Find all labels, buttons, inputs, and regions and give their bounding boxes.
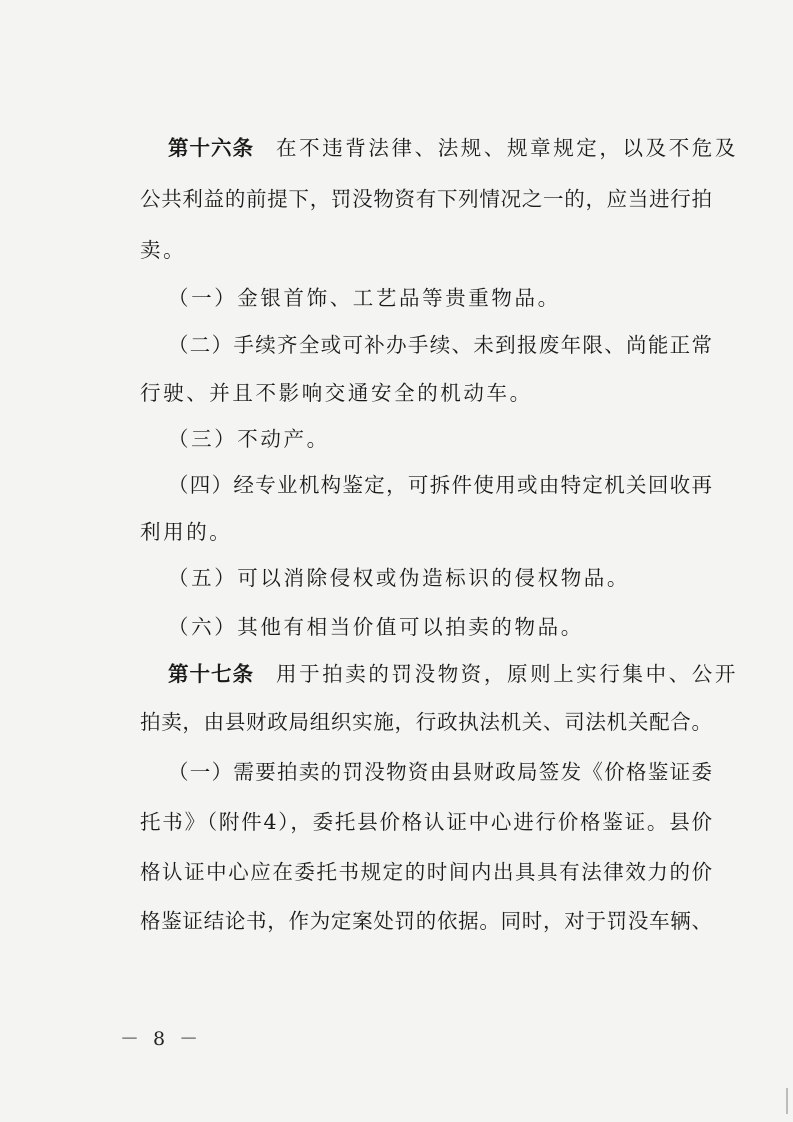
item-5-line: （五）可以消除侵权或伪造标识的侵权物品。 xyxy=(168,566,630,590)
article-17-text: 用于拍卖的罚没物资，原则上实行集中、公开 xyxy=(276,662,738,686)
item-3-line: （三）不动产。 xyxy=(168,427,330,451)
article-16-line xyxy=(168,133,738,163)
scan-edge-mark xyxy=(786,1088,788,1114)
item-6-line: （六）其他有相当价值可以拍卖的物品。 xyxy=(168,615,584,639)
paragraph-line: 公共利益的前提下，罚没物资有下列情况之一的，应当进行拍 xyxy=(140,187,712,211)
paragraph-line: 利用的。 xyxy=(140,520,233,544)
page-number: － 8 － xyxy=(120,1028,203,1050)
paragraph-line: 卖。 xyxy=(140,238,187,262)
paragraph-line: 托书》（附件4），委托县价格认证中心进行价格鉴证。县价 xyxy=(140,810,712,834)
article-17-item-1-line: （一）需要拍卖的罚没物资由县财政局签发《价格鉴证委 xyxy=(168,760,712,784)
item-1-line: （一）金银首饰、工艺品等贵重物品。 xyxy=(168,286,561,310)
article-17-line xyxy=(168,659,738,689)
article-17-heading: 第十七条 xyxy=(168,662,254,686)
article-16-text: 在不违背法律、法规、规章规定，以及不危及 xyxy=(276,136,738,160)
paragraph-line: 行驶、并且不影响交通安全的机动车。 xyxy=(140,381,533,405)
paragraph-line: 拍卖，由县财政局组织实施，行政执法机关、司法机关配合。 xyxy=(140,710,712,734)
item-2-line: （二）手续齐全或可补办手续、未到报废年限、尚能正常 xyxy=(168,333,712,357)
article-16-heading: 第十六条 xyxy=(168,136,254,160)
paragraph-line: 格认证中心应在委托书规定的时间内出具具有法律效力的价 xyxy=(140,860,712,884)
paragraph-line: 格鉴证结论书，作为定案处罚的依据。同时，对于罚没车辆、 xyxy=(140,909,712,933)
item-4-line: （四）经专业机构鉴定，可拆件使用或由特定机关回收再 xyxy=(168,473,712,497)
